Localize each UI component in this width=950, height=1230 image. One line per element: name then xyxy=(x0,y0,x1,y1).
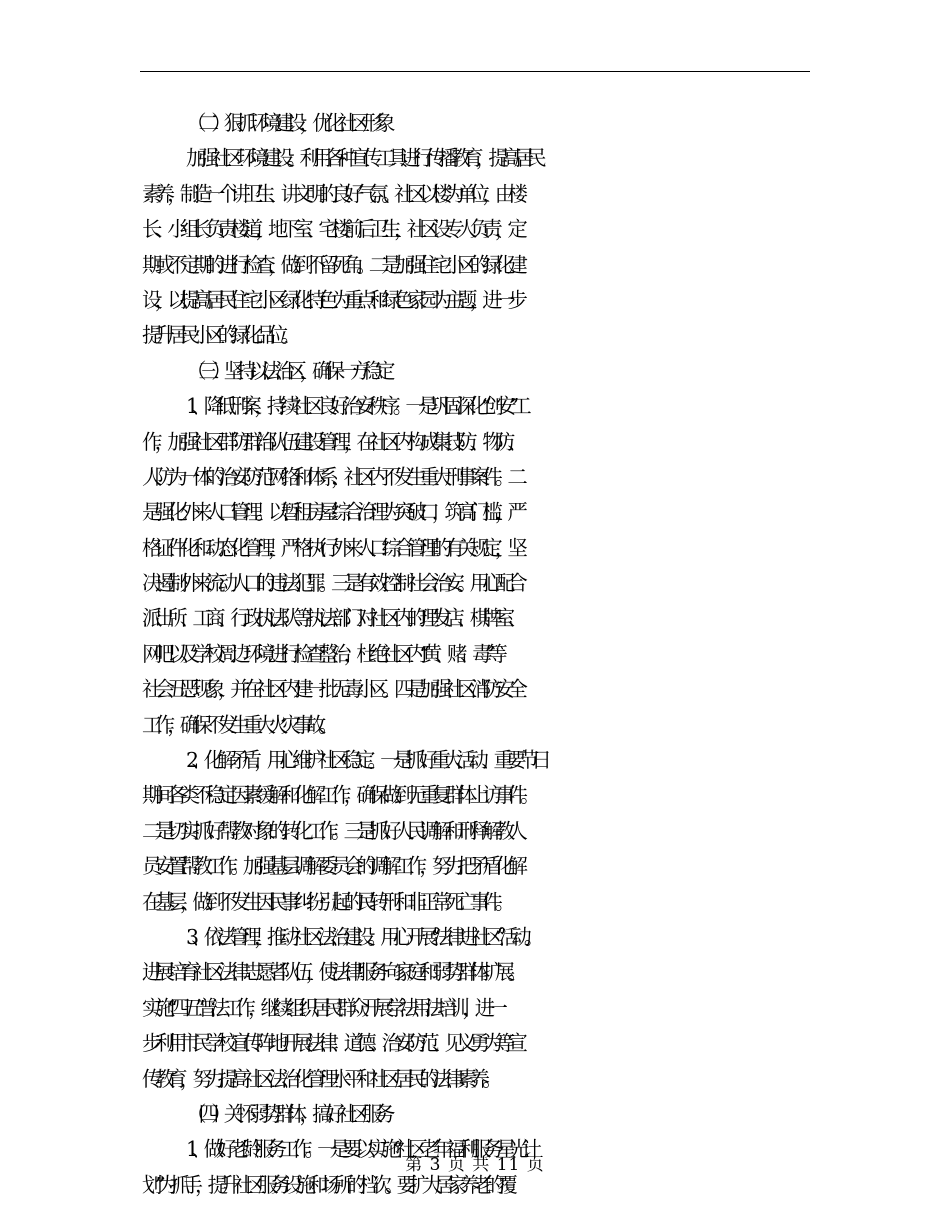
page-number-label: 第 3 页 共 11 页 xyxy=(405,1155,545,1175)
text-line: 网吧以及学校周边环境进行检查整治，杜绝社区内“黄、赌、毒”等 xyxy=(142,641,500,666)
text-line: 1、做好老龄服务工作。一是要以实施“社区老年福利服务星光计 xyxy=(186,1137,534,1162)
text-line: 是强化外来人口管理。以暂租房屋综合治理为突破口，筑高门槛，严 xyxy=(142,500,520,525)
text-line: 决遏制外来流动人口的违法犯罪。三是有效控制社会治安。用心配合 xyxy=(142,571,520,596)
text-line: 划”为抓手，提升社区服务设施和场所的档次。要扩大居家养老的覆 xyxy=(142,1172,510,1197)
text-line: 设，以提高居民住宅小区绿化特色为重点和绿色家园为主题，进一步 xyxy=(142,287,520,312)
text-line: 实施“四五”普法工作，继续组织居民群众开展学法用法培训，进一 xyxy=(142,995,500,1020)
text-line: 提升居民小区的绿化品位。 xyxy=(142,323,294,348)
text-line: 1、降低刑案，持续社区良好治安秩序。一是巩固深化“创安”工 xyxy=(186,394,524,419)
text-line: 期或不定期的进行检查，做到不留死角。二是加强住宅小区的绿化建 xyxy=(142,252,520,277)
text-line: 步利用市民学校宣传阵地开展法律、道德、治安防范、见义勇为等宣 xyxy=(142,1031,520,1056)
text-line: 传教育，努力提高社区法治化管理水平和社区居民的法律素养。 xyxy=(142,1066,495,1091)
text-line: 工作，确保不发生重大火灾事故。 xyxy=(142,712,331,737)
text-line: 社会丑恶现象，并在社区内建一批无毒小区。四是加强社区消防安全 xyxy=(142,677,520,702)
text-line: （四）关怀弱势群体，搞好社区服务 xyxy=(186,1101,388,1126)
text-line: 人防为一体的治安防范网络和体系，社区内不发生重大刑事案件。二 xyxy=(142,464,520,489)
text-line: 加强社区环境建设。利用各种宣传工具进行传播教育，提高居民 xyxy=(186,146,539,171)
text-line: 期间各类不稳定因素缓解和化解工作，确保做到无重复群体上访事件。 xyxy=(142,783,533,808)
text-line: 3、依法管理，推动社区法治建设。用心开展“法律进社区”活动。 xyxy=(186,924,537,949)
text-line: 作，加强社区群防群治队伍建设管理，在社区内构成集技防、物防、 xyxy=(142,429,520,454)
text-line: 素养，制造一个讲卫生、讲文明的良好气氛。社区以楼为单位，由楼 xyxy=(142,181,520,206)
header-rule xyxy=(140,71,810,72)
document-body xyxy=(142,106,832,1203)
text-line: 在基层，做到不发生因民事纠纷引起的民转刑和非正常死亡事件。 xyxy=(142,889,508,914)
text-line: 进展培育社区法律志愿者队伍，使法律服务向家庭和弱势群体扩展。 xyxy=(142,960,520,985)
text-line: （三）坚持以法治区，确保一方稳定 xyxy=(186,358,388,383)
text-line: 长、小组长负责楼道，地下室、宅楼前后卫生，社区设专人负责，定 xyxy=(142,217,520,242)
text-line: 派出所、工商、行政执法队等执法部门对社区内的理发店、棋牌室、 xyxy=(142,606,520,631)
text-line: （二）狠抓环境建设，优化社区形象 xyxy=(186,111,388,135)
page-footer xyxy=(0,1152,950,1178)
text-line: 格证件化和动态化管理，严格执行外来人口综合管理的有关规定，坚 xyxy=(142,535,520,560)
text-line: 员安置帮教工作。加强基层调解委员会的调解工作，努力把矛盾化解 xyxy=(142,854,520,879)
text-line: 2、化解矛盾，用心维护社区稳定。一是抓好重大活动、重要节日 xyxy=(186,748,544,773)
text-line: 二是切实抓好帮教对象的转化工作。三是抓好人民调解和刑释解教人 xyxy=(142,818,520,843)
